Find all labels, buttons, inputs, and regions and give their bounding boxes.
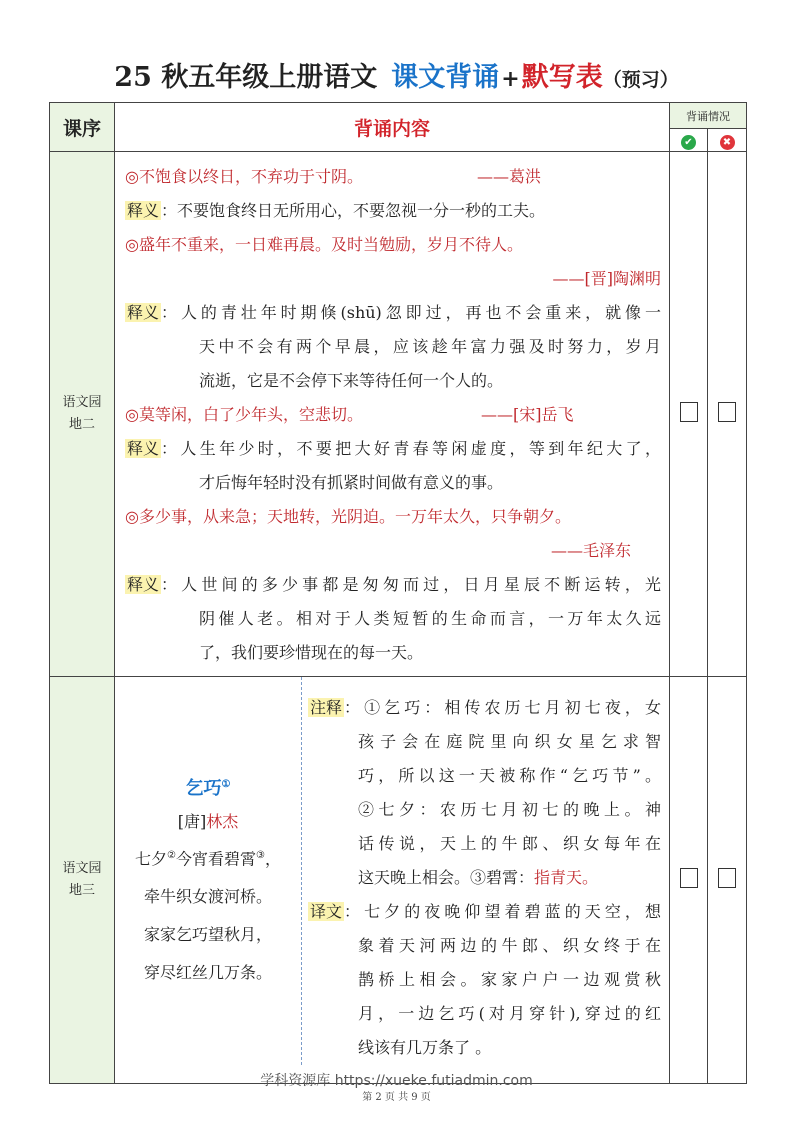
quote-line	[125, 398, 661, 432]
title-preview: （预习）	[602, 69, 679, 91]
check-no-cell	[708, 152, 747, 677]
explanation-label: 释义	[127, 575, 160, 594]
header-status: 背诵情况	[670, 103, 747, 129]
quote-line	[125, 500, 661, 534]
table-row	[50, 677, 747, 1084]
quote-author: ——[晋]陶渊明	[552, 269, 661, 288]
content-cell	[115, 677, 670, 1084]
explanation: 释义 ：人生年少时，不要把大好青春等闲虚度，等到年纪大了， 才后悔年轻时没有抓紧时间做有意义的事。	[127, 439, 661, 492]
poem-line: 牵牛织女渡河桥。	[143, 887, 272, 907]
quote-line	[125, 262, 661, 296]
explanation-label: 释义	[127, 439, 160, 458]
quote-author: ——[宋]岳飞	[480, 405, 574, 424]
table-row	[50, 152, 747, 677]
translation-label: 译文	[310, 902, 343, 921]
title-recite: 课文背诵	[391, 62, 500, 93]
page-title	[0, 58, 793, 100]
poem-line: 穿尽红丝几万条。	[143, 963, 272, 983]
check-no-cell	[708, 677, 747, 1084]
not-recited-checkbox[interactable]	[718, 402, 736, 422]
header-ok	[670, 129, 708, 152]
quote-text: ◎盛年不重来，一日难再晨。及时当勉励，岁月不待人。	[125, 235, 523, 254]
check-ok-cell	[670, 677, 708, 1084]
translation: 译文 ：七夕的夜晚仰望着碧蓝的天空，想 象着天河两边的牛郎、织女终于在 鹊桥上相会。家家户户一边观赏秋 月，一边乞巧(对月穿针),穿过的红 线该有几万条了 。	[310, 902, 661, 1057]
notes-block	[302, 677, 669, 1065]
recitation-table	[49, 102, 747, 1084]
check-circle-icon: ✔	[681, 135, 696, 150]
poem-block	[115, 677, 302, 1065]
header-course: 课序	[50, 103, 115, 152]
annotation: 注释 ：①乞巧：相传农历七月初七夜，女 孩子会在庭院里向织女星乞求智 巧，所以这一天被称作“乞巧节”。 ②七夕：农历七月初七的晚上。神 话传说，天上的牛郎、织女每年在 这天晚上相会。③碧霄：指青天。	[310, 698, 661, 887]
quote-text: ◎多少事，从来急；天地转，光阴迫。一万年太久，只争朝夕。	[125, 507, 571, 526]
title-plus: +	[501, 66, 520, 92]
course-cell: 语文园 地二	[50, 152, 115, 677]
annotation-label: 注释	[310, 698, 343, 717]
poem-title: 乞巧①	[185, 778, 231, 799]
quote-line	[125, 228, 661, 262]
quote-author: ——毛泽东	[550, 541, 631, 560]
quote-text: ◎不饱食以终日，不弃功于寸阴。	[125, 167, 363, 186]
footer-source: 学科资源库 https://xueke.futiadmin.com	[260, 1073, 533, 1089]
recited-checkbox[interactable]	[680, 402, 698, 422]
course-cell: 语文园 地三	[50, 677, 115, 1084]
header-content: 背诵内容	[115, 103, 670, 152]
title-dictation: 默写表	[521, 62, 603, 93]
poem-line: 家家乞巧望秋月，	[143, 925, 272, 945]
quote-author: ——葛洪	[476, 167, 541, 186]
explanation-label: 释义	[127, 303, 160, 322]
explanation: 释义 ：不要饱食终日无所用心，不要忽视一分一秒的工夫。	[127, 201, 546, 220]
quote-text: ◎莫等闲，白了少年头，空悲切。	[125, 405, 363, 424]
quote-line	[125, 534, 661, 568]
explanation-label: 释义	[127, 201, 160, 220]
page-number: 第 2 页 共 9 页	[362, 1092, 431, 1103]
not-recited-checkbox[interactable]	[718, 868, 736, 888]
content-cell	[115, 152, 670, 677]
poem-line: 七夕②今宵看碧霄③，	[135, 849, 281, 869]
explanation: 释义 ：人世间的多少事都是匆匆而过，日月星辰不断运转，光 阴催人老。相对于人类短暂的生命而言，一万年太久远 了，我们要珍惜现在的每一天。	[127, 575, 661, 662]
title-main: 25 秋五年级上册语文	[114, 62, 378, 93]
explanation: 释义 ：人的青壮年时期倏(shū)忽即过，再也不会重来，就像一 天中不会有两个早晨，应该趁年富力强及时努力，岁月 流逝，它是不会停下来等待任何一个人的。	[127, 303, 661, 390]
cross-circle-icon: ✖	[720, 135, 735, 150]
header-no	[708, 129, 747, 152]
check-ok-cell	[670, 152, 708, 677]
poem-author: [唐]林杰	[177, 812, 239, 831]
quote-line	[125, 160, 661, 194]
recited-checkbox[interactable]	[680, 868, 698, 888]
